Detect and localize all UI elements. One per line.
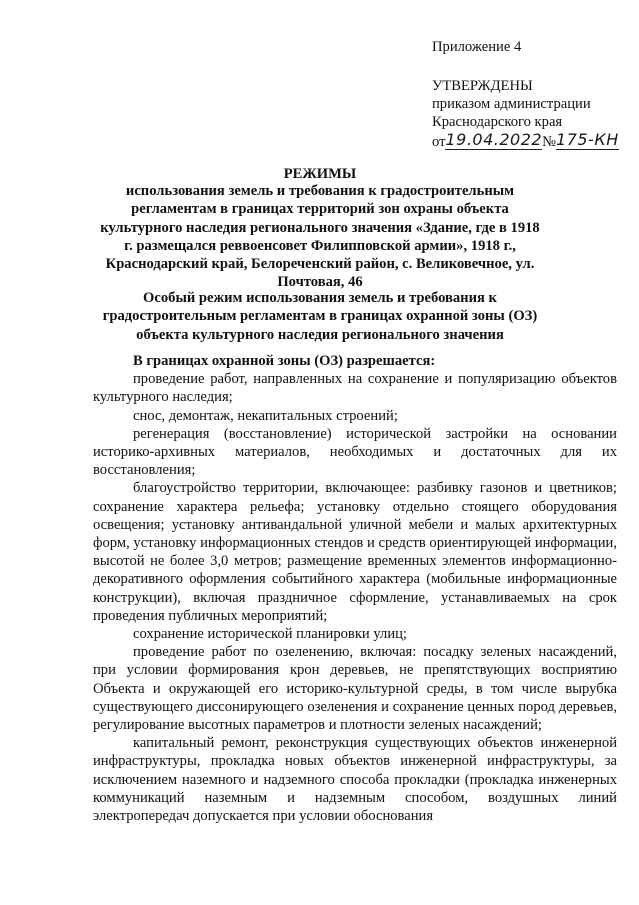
body-paragraph: капитальный ремонт, реконструкция существующих объектов инженерной инфраструктуры, прокладка новых объектов инженерной инфраструктуры, за исключением наземного и надземного способа прокладки (прокладка инженерных коммуникаций наземным и надземным способом, воздушных линий электропередач допускается при условии обоснования [93, 735, 617, 825]
section-heading: Особый режим использования земель и требования к градостроительным регламентам в границах охранной зоны (ОЗ) объекта культурного наследия регионального значения [102, 290, 538, 343]
document-body [93, 352, 617, 825]
approval-line: приказом администрации [432, 96, 591, 112]
body-paragraph: благоустройство территории, включающее: разбивку газонов и цветников; сохранение характера рельефа; установку отдельно стоящего оборудования освещения; установку антивандальной уличной мебели и малых архитектурных форм, установку информационных стендов и средств ориентирующей информации, высотой не более 3,0 метров; размещение временных элементов информационно-декоративного оформления событийного характера (мобильные информационные конструкции), включая праздничное сформление, устанавливаемых на срок проведения публичных мероприятий; [93, 480, 617, 624]
order-number: 175-КН [556, 130, 619, 149]
order-reference [432, 131, 619, 152]
approval-line: Краснодарского края [432, 114, 563, 130]
document-title: использования земель и требования к градостроительным регламентам в границах территорий зон охраны объекта культурного наследия регионального значения «Здание, где в 1918 г. размещался реввоенсовет Филипповской армии», 1918 г., Краснодарский край, Белореченский район, с. Великовечное, ул. Почтовая, 46 [100, 183, 540, 291]
annex-label: Приложение 4 [432, 39, 522, 55]
body-paragraph: снос, демонтаж, некапитальных строений; [133, 407, 398, 424]
approval-title: УТВЕРЖДЕНЫ [432, 78, 533, 94]
body-paragraph: проведение работ, направленных на сохранение и популяризацию объектов культурного наследия; [93, 371, 617, 406]
order-date: 19.04.2022 [445, 130, 543, 149]
section-lead: В границах охранной зоны (ОЗ) разрешается: [133, 353, 436, 369]
order-number-sign: № [542, 134, 557, 150]
document-heading: РЕЖИМЫ [283, 166, 357, 182]
body-paragraph: проведение работ по озеленению, включая: посадку зеленых насаждений, при условии формирования крон деревьев, не препятствующих восприятию Объекта и окружающей его историко-культурной среды, в том числе вырубка существующего диссонирующего озеленения и сохранение ценных пород деревьев, регулирование высотных параметров и плотности зеленых насаждений; [93, 644, 617, 734]
body-paragraph: сохранение исторической планировки улиц; [133, 626, 407, 643]
order-from-prefix: от [432, 134, 446, 150]
body-paragraph: регенерация (восстановление) исторической застройки на основании историко-архивных материалов, необходимых и достаточных для их восстановления; [93, 425, 617, 479]
